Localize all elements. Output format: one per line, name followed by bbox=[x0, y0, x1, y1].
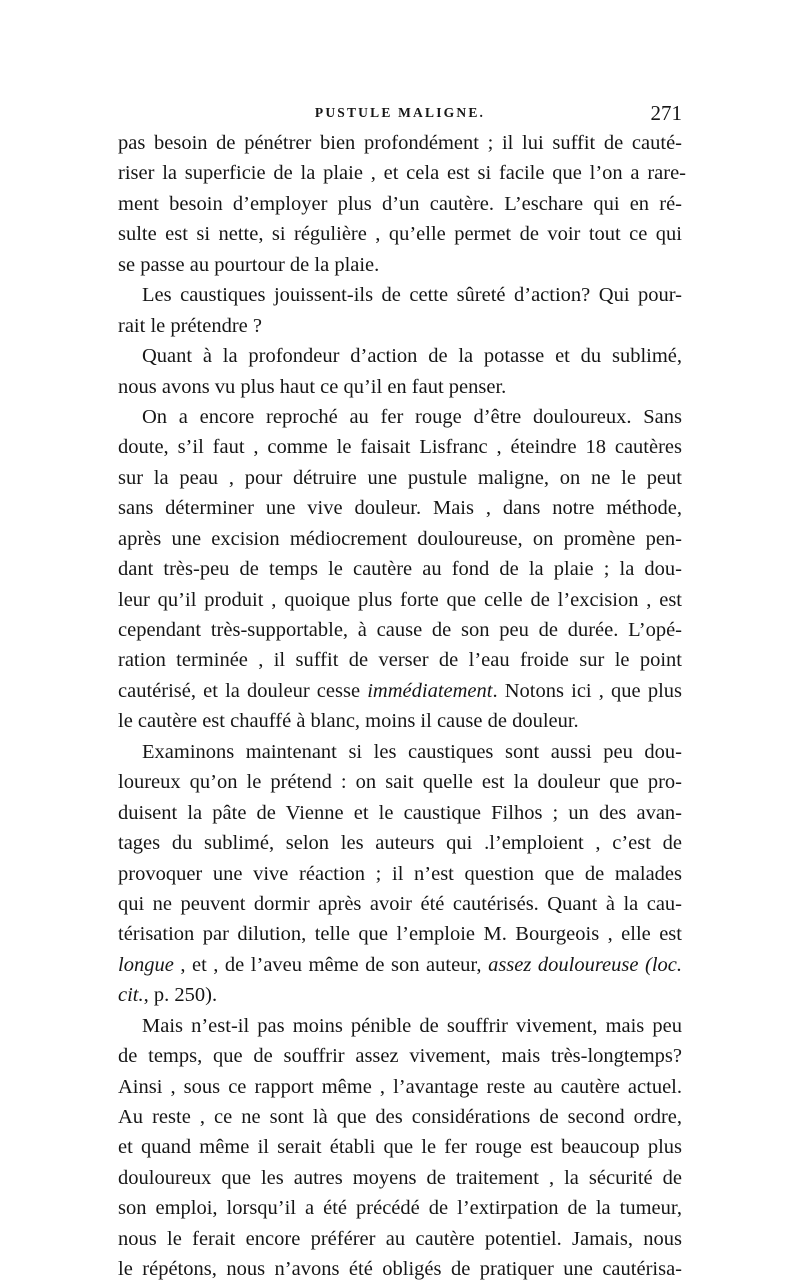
text-line: On a encore reproché au fer rouge d’être douloureux. Sans bbox=[142, 405, 682, 428]
text-line: Quant à la profondeur d’action de la potasse et du sublimé, bbox=[142, 345, 682, 368]
text-line: le cautère est chauffé à blanc, moins il cause de douleur. bbox=[118, 710, 579, 733]
text-line bbox=[118, 676, 682, 706]
paragraph bbox=[118, 402, 682, 737]
text-line: de temps, que de souffrir assez vivement, mais très-longtemps? bbox=[118, 1045, 682, 1068]
text-line: pas besoin de pénétrer bien profondément ; il lui suffit de cauté- bbox=[118, 132, 682, 154]
text-line: le répétons, nous n’avons été obligés de pratiquer une cautérisa- bbox=[118, 1258, 682, 1281]
text-line: leur qu’il produit , quoique plus forte que celle de l’excision , est bbox=[118, 588, 682, 611]
paragraph bbox=[118, 1011, 682, 1285]
text-run: , p. 250). bbox=[143, 984, 218, 1007]
page-number: 271 bbox=[650, 101, 682, 125]
text-line: nous avons vu plus haut ce qu’il en faut penser. bbox=[118, 375, 507, 398]
paragraph bbox=[118, 280, 682, 341]
text-line: Mais n’est-il pas moins pénible de souffrir vivement, mais peu bbox=[142, 1014, 682, 1037]
text-run: , et , de l’aveu même de son auteur, bbox=[173, 953, 489, 976]
body-text bbox=[118, 128, 686, 1285]
text-line: et quand même il serait établi que le fer rouge est beaucoup plus bbox=[118, 1136, 682, 1159]
running-title: PUSTULE MALIGNE. bbox=[314, 105, 486, 120]
text-line: après une excision médiocrement douloureuse, on promène pen- bbox=[118, 527, 682, 550]
text-line: loureux qu’on le prétend : on sait quelle est la douleur que pro- bbox=[118, 771, 682, 794]
text-line: provoquer une vive réaction ; il n’est question que de malades bbox=[118, 862, 682, 885]
paragraph bbox=[118, 128, 686, 280]
italic-run: longue bbox=[118, 953, 174, 976]
text-run: cautérisé, et la douleur cesse bbox=[118, 679, 368, 702]
text-line: ration terminée , il suffit de verser de l’eau froide sur le point bbox=[118, 649, 682, 672]
text-line: nous le ferait encore préférer au cautère potentiel. Jamais, nous bbox=[118, 1227, 682, 1250]
italic-run: immédiatement bbox=[367, 679, 493, 702]
text-line: dant très-peu de temps le cautère au fond de la plaie ; la dou- bbox=[118, 558, 682, 581]
text-line: son emploi, lorsqu’il a été précédé de l’extirpation de la tumeur, bbox=[118, 1197, 682, 1220]
text-line: duisent la pâte de Vienne et le caustique Filhos ; un des avan- bbox=[118, 801, 682, 824]
text-line: sulte est si nette, si régulière , qu’elle permet de voir tout ce qui bbox=[118, 223, 682, 246]
paragraph bbox=[118, 737, 682, 1011]
text-line: qui ne peuvent dormir après avoir été cautérisés. Quant à la cau- bbox=[118, 892, 682, 915]
text-line: riser la superficie de la plaie , et cela est si facile que l’on a rare- bbox=[118, 162, 686, 185]
text-line: sans déterminer une vive douleur. Mais , dans notre méthode, bbox=[118, 497, 682, 520]
text-line: Ainsi , sous ce rapport même , l’avantage reste au cautère actuel. bbox=[118, 1075, 682, 1098]
paragraph bbox=[118, 341, 682, 402]
text-line: tages du sublimé, selon les auteurs qui .l’emploient , c’est de bbox=[118, 832, 682, 855]
text-line bbox=[118, 980, 682, 1010]
text-line: sur la peau , pour détruire une pustule maligne, on ne le peut bbox=[118, 466, 682, 489]
text-line: rait le prétendre ? bbox=[118, 314, 262, 337]
text-line: doute, s’il faut , comme le faisait Lisfranc , éteindre 18 cautères bbox=[118, 436, 682, 459]
italic-run: cit. bbox=[118, 984, 144, 1007]
text-line: Examinons maintenant si les caustiques sont aussi peu dou- bbox=[142, 740, 682, 763]
text-line: Au reste , ce ne sont là que des considérations de second ordre, bbox=[118, 1106, 682, 1128]
text-line: ment besoin d’employer plus d’un cautère. L’eschare qui en ré- bbox=[118, 192, 682, 215]
text-line: Les caustiques jouissent-ils de cette sûreté d’action? Qui pour- bbox=[142, 284, 682, 307]
text-line: térisation par dilution, telle que l’emploie M. Bourgeois , elle est bbox=[118, 923, 682, 946]
text-line bbox=[118, 950, 682, 980]
text-line: cependant très-supportable, à cause de son peu de durée. L’opé- bbox=[118, 619, 682, 641]
text-line: douloureux que les autres moyens de traitement , la sécurité de bbox=[118, 1166, 682, 1189]
running-head bbox=[118, 98, 682, 128]
text-line: se passe au pourtour de la plaie. bbox=[118, 253, 380, 276]
text-run: . Notons ici , que plus bbox=[492, 679, 682, 702]
italic-run: assez douloureuse (loc. bbox=[488, 953, 682, 976]
